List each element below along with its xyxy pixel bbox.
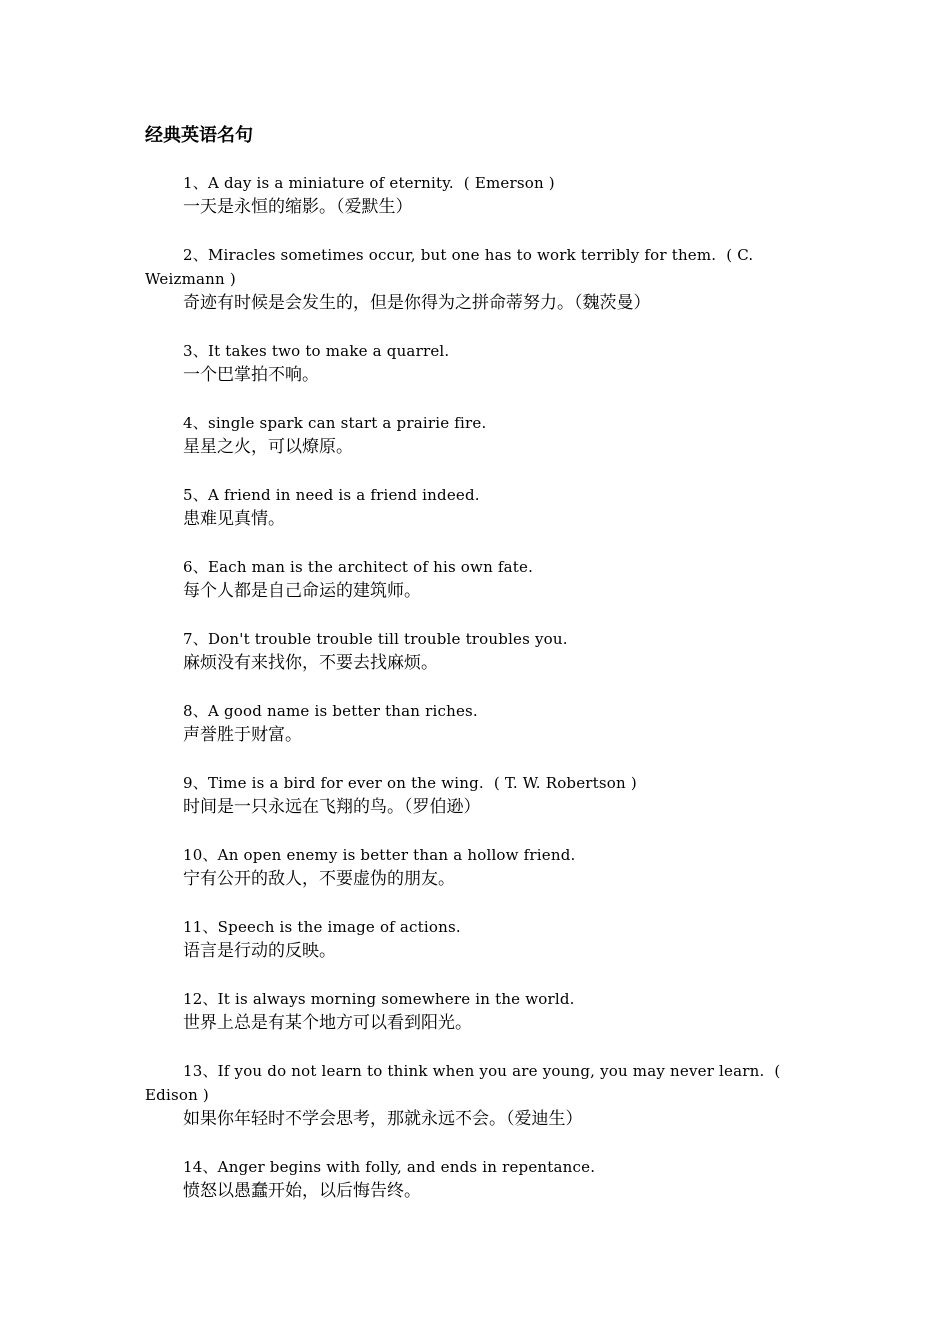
quote-item [145,627,815,675]
quote-english: 13、If you do not learn to think when you are young, you may never learn. ( Edison ) [145,1062,786,1104]
quote-english: 3、It takes two to make a quarrel. [183,342,450,360]
quote-english: 12、It is always morning somewhere in the world. [183,990,575,1008]
quote-english: 6、Each man is the architect of his own fate. [183,558,534,576]
quote-item [145,483,815,531]
quote-chinese: 时间是一只永远在飞翔的鸟。（罗伯逊） [183,797,481,817]
quote-chinese: 世界上总是有某个地方可以看到阳光。 [183,1013,472,1033]
quote-chinese: 愤怒以愚蠢开始，以后悔告终。 [183,1181,421,1201]
quote-chinese: 奇迹有时候是会发生的，但是你得为之拼命蒂努力。（魏茨曼） [183,293,651,313]
quote-chinese: 宁有公开的敌人，不要虚伪的朋友。 [183,869,455,889]
quote-english: 10、An open enemy is better than a hollow friend. [183,846,576,864]
quote-chinese: 语言是行动的反映。 [183,941,336,961]
quote-item [145,771,815,819]
quote-chinese: 如果你年轻时不学会思考，那就永远不会。（爱迪生） [183,1109,583,1129]
quote-item [145,243,815,315]
quote-item [145,843,815,891]
quote-english: 8、A good name is better than riches. [183,702,478,720]
quote-chinese: 声誉胜于财富。 [183,725,302,745]
quote-english: 4、single spark can start a prairie fire. [183,414,487,432]
quote-chinese: 每个人都是自己命运的建筑师。 [183,581,421,601]
quote-english: 11、Speech is the image of actions. [183,918,461,936]
quote-item [145,339,815,387]
quote-chinese: 患难见真情。 [183,509,285,529]
quote-chinese: 麻烦没有来找你，不要去找麻烦。 [183,653,438,673]
quote-item [145,555,815,603]
quote-chinese: 一天是永恒的缩影。（爱默生） [183,197,413,217]
quote-item [145,411,815,459]
quote-item [145,1059,815,1131]
quote-list [145,171,815,1227]
quote-english: 7、Don't trouble trouble till trouble troubles you. [183,630,568,648]
quote-item [145,699,815,747]
quote-english: 1、A day is a miniature of eternity. ( Emerson ) [183,174,555,192]
quote-item [145,915,815,963]
quote-item [145,171,815,219]
quote-chinese: 一个巴掌拍不响。 [183,365,319,385]
document-title: 经典英语名句 [145,125,253,146]
quote-item [145,987,815,1035]
quote-chinese: 星星之火，可以燎原。 [183,437,353,457]
quote-english: 14、Anger begins with folly, and ends in repentance. [183,1158,596,1176]
quote-english: 5、A friend in need is a friend indeed. [183,486,480,504]
quote-item [145,1155,815,1203]
quote-english: 9、Time is a bird for ever on the wing. ( T. W. Robertson ) [183,774,637,792]
quote-english: 2、Miracles sometimes occur, but one has to work terribly for them. ( C. Weizmann ) [145,246,759,288]
